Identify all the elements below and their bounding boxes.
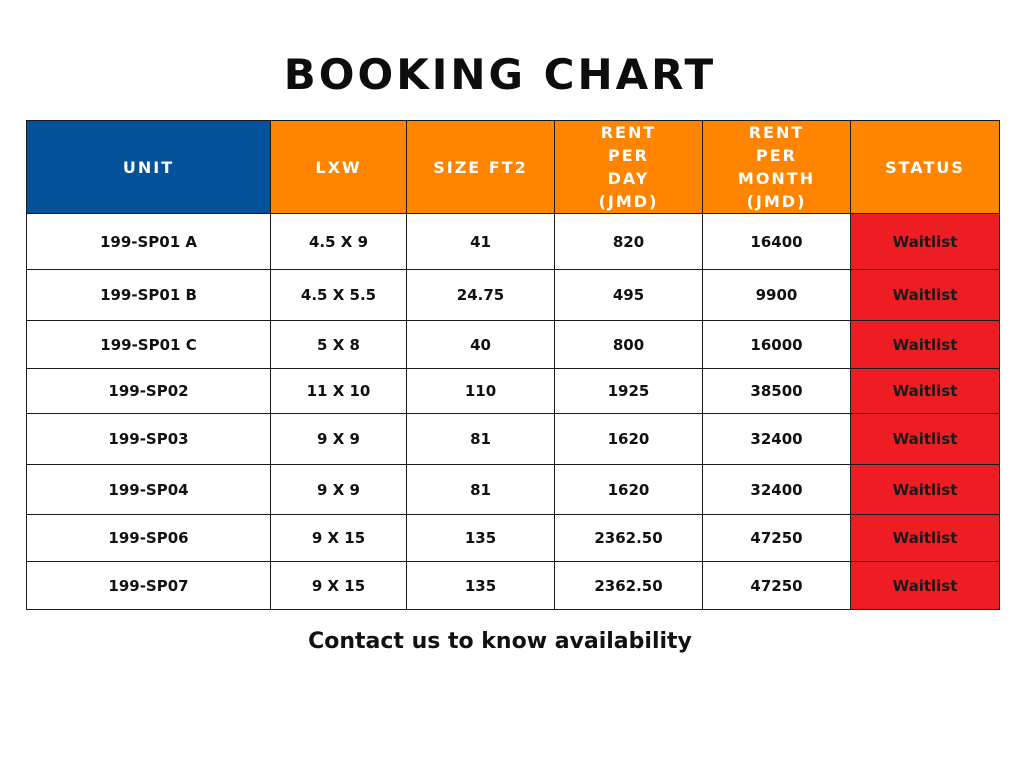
cell-rent-month: 9900 <box>703 270 851 321</box>
cell-lxw: 9 X 15 <box>271 515 407 562</box>
cell-lxw: 5 X 8 <box>271 321 407 369</box>
booking-table <box>26 120 1000 610</box>
cell-size: 81 <box>407 414 555 465</box>
cell-lxw: 11 X 10 <box>271 369 407 414</box>
cell-rent-day: 2362.50 <box>555 515 703 562</box>
status-badge: Waitlist <box>851 515 1000 562</box>
table-row <box>27 214 1000 270</box>
status-badge: Waitlist <box>851 562 1000 610</box>
status-badge: Waitlist <box>851 465 1000 515</box>
cell-rent-month: 32400 <box>703 465 851 515</box>
cell-lxw: 9 X 15 <box>271 562 407 610</box>
status-badge: Waitlist <box>851 414 1000 465</box>
cell-rent-day: 1925 <box>555 369 703 414</box>
cell-rent-month: 16000 <box>703 321 851 369</box>
cell-size: 24.75 <box>407 270 555 321</box>
cell-unit: 199-SP01 C <box>27 321 271 369</box>
table-row <box>27 515 1000 562</box>
table-row <box>27 414 1000 465</box>
cell-unit: 199-SP06 <box>27 515 271 562</box>
cell-rent-month: 16400 <box>703 214 851 270</box>
status-badge: Waitlist <box>851 321 1000 369</box>
cell-unit: 199-SP07 <box>27 562 271 610</box>
status-badge: Waitlist <box>851 214 1000 270</box>
cell-lxw: 9 X 9 <box>271 465 407 515</box>
cell-unit: 199-SP04 <box>27 465 271 515</box>
cell-rent-month: 47250 <box>703 515 851 562</box>
cell-unit: 199-SP03 <box>27 414 271 465</box>
cell-size: 135 <box>407 515 555 562</box>
cell-rent-month: 32400 <box>703 414 851 465</box>
cell-unit: 199-SP01 A <box>27 214 271 270</box>
cell-size: 40 <box>407 321 555 369</box>
table-row <box>27 270 1000 321</box>
cell-rent-day: 820 <box>555 214 703 270</box>
status-badge: Waitlist <box>851 270 1000 321</box>
cell-lxw: 4.5 X 9 <box>271 214 407 270</box>
status-badge: Waitlist <box>851 369 1000 414</box>
table-row <box>27 465 1000 515</box>
cell-rent-day: 1620 <box>555 465 703 515</box>
cell-rent-month: 47250 <box>703 562 851 610</box>
header-unit: UNIT <box>27 121 271 214</box>
cell-rent-day: 1620 <box>555 414 703 465</box>
table-row <box>27 562 1000 610</box>
cell-lxw: 9 X 9 <box>271 414 407 465</box>
cell-rent-month: 38500 <box>703 369 851 414</box>
cell-size: 110 <box>407 369 555 414</box>
cell-size: 81 <box>407 465 555 515</box>
cell-size: 41 <box>407 214 555 270</box>
page-title: BOOKING CHART <box>283 50 717 99</box>
cell-rent-day: 800 <box>555 321 703 369</box>
table-header-row <box>27 121 1000 214</box>
cell-unit: 199-SP01 B <box>27 270 271 321</box>
cell-lxw: 4.5 X 5.5 <box>271 270 407 321</box>
header-rent-per-day: RENT PER DAY (JMD) <box>555 121 703 214</box>
footer-note: Contact us to know availability <box>308 629 692 654</box>
header-size: SIZE FT2 <box>407 121 555 214</box>
header-lxw: LXW <box>271 121 407 214</box>
cell-rent-day: 2362.50 <box>555 562 703 610</box>
table-row <box>27 369 1000 414</box>
header-status: STATUS <box>851 121 1000 214</box>
header-rent-per-month: RENT PER MONTH (JMD) <box>703 121 851 214</box>
cell-rent-day: 495 <box>555 270 703 321</box>
table-row <box>27 321 1000 369</box>
cell-unit: 199-SP02 <box>27 369 271 414</box>
cell-size: 135 <box>407 562 555 610</box>
